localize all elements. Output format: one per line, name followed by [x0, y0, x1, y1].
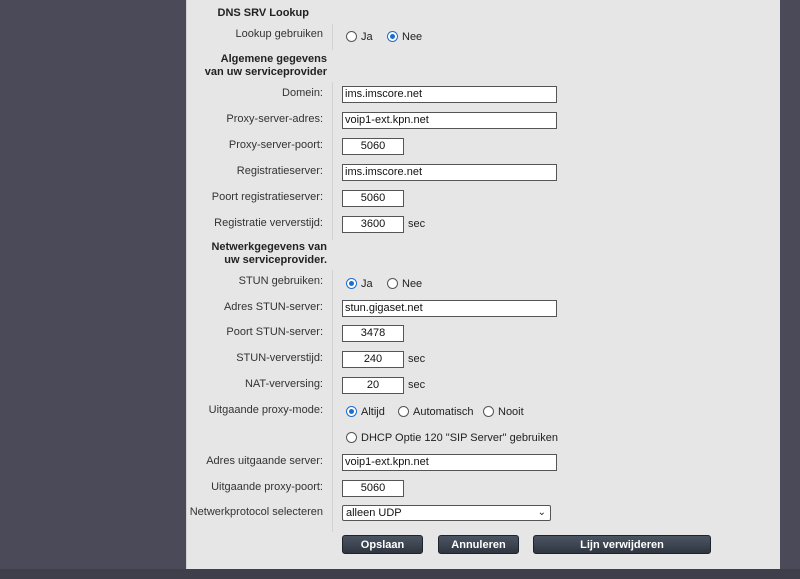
proxy-port-input[interactable]: 5060: [342, 138, 404, 155]
outbound-nooit-label: Nooit: [498, 406, 524, 418]
refresh-unit: sec: [408, 218, 426, 230]
domain-label: Domein:: [282, 87, 323, 99]
stun-ja-label: Ja: [361, 278, 373, 290]
lookup-label: Lookup gebruiken: [235, 28, 323, 40]
protocol-select[interactable]: [342, 505, 551, 521]
domain-input[interactable]: ims.imscore.net: [342, 86, 557, 103]
outbound-automatisch-radio[interactable]: [398, 406, 409, 417]
registrar-port-input[interactable]: 5060: [342, 190, 404, 207]
delete-line-button[interactable]: Lijn verwijderen: [533, 535, 711, 554]
outbound-dhcp-radio[interactable]: [346, 432, 357, 443]
outbound-address-input[interactable]: voip1-ext.kpn.net: [342, 454, 557, 471]
outbound-automatisch-label: Automatisch: [413, 406, 474, 418]
stun-ja-radio[interactable]: [346, 278, 357, 289]
stun-port-label: Poort STUN-server:: [226, 326, 323, 338]
proxy-address-label: Proxy-server-adres:: [226, 113, 323, 125]
outbound-altijd-label: Altijd: [361, 406, 385, 418]
stun-refresh-label: STUN-ververstijd:: [236, 352, 323, 364]
stun-use-label: STUN gebruiken:: [238, 275, 323, 287]
outbound-address-label: Adres uitgaande server:: [206, 455, 323, 467]
nat-label: NAT-verversing:: [244, 378, 323, 390]
settings-panel: [186, 0, 780, 569]
chevron-down-icon: ⌄: [537, 507, 546, 518]
proxy-address-input[interactable]: voip1-ext.kpn.net: [342, 112, 557, 129]
stun-port-input[interactable]: 3478: [342, 325, 404, 342]
lookup-nee-radio[interactable]: [387, 31, 398, 42]
refresh-input[interactable]: 3600: [342, 216, 404, 233]
stun-server-input[interactable]: stun.gigaset.net: [342, 300, 557, 317]
outbound-port-input[interactable]: 5060: [342, 480, 404, 497]
column-divider: [332, 24, 333, 50]
lookup-ja-label: Ja: [361, 31, 373, 43]
nat-unit: sec: [408, 379, 426, 391]
column-divider: [332, 270, 333, 532]
bottom-bar: [0, 569, 800, 579]
registrar-label: Registratieserver:: [236, 165, 323, 177]
save-button[interactable]: Opslaan: [342, 535, 423, 554]
outbound-mode-label: Uitgaande proxy-mode:: [208, 404, 323, 416]
protocol-label: Netwerkprotocol selecteren: [189, 506, 323, 518]
dns-srv-title: DNS SRV Lookup: [217, 7, 309, 19]
stun-nee-radio[interactable]: [387, 278, 398, 289]
protocol-select-value: alleen UDP: [346, 507, 402, 519]
registrar-port-label: Poort registratieserver:: [211, 191, 323, 203]
column-divider: [332, 82, 333, 240]
cancel-button[interactable]: Annuleren: [438, 535, 519, 554]
registrar-input[interactable]: ims.imscore.net: [342, 164, 557, 181]
nat-input[interactable]: 20: [342, 377, 404, 394]
refresh-label: Registratie ververstijd:: [214, 217, 323, 229]
lookup-ja-radio[interactable]: [346, 31, 357, 42]
provider-section-title: Algemene gegevens van uw serviceprovider: [204, 53, 327, 78]
outbound-port-label: Uitgaande proxy-poort:: [211, 481, 323, 493]
lookup-nee-label: Nee: [402, 31, 423, 43]
stun-refresh-input[interactable]: 240: [342, 351, 404, 368]
stun-refresh-unit: sec: [408, 353, 426, 365]
proxy-port-label: Proxy-server-poort:: [228, 139, 323, 151]
outbound-nooit-radio[interactable]: [483, 406, 494, 417]
stun-server-label: Adres STUN-server:: [223, 301, 323, 313]
stun-nee-label: Nee: [402, 278, 423, 290]
outbound-altijd-radio[interactable]: [346, 406, 357, 417]
network-section-title: Netwerkgegevens van uw serviceprovider.: [211, 241, 327, 266]
outbound-dhcp-label: DHCP Optie 120 "SIP Server" gebruiken: [361, 432, 558, 444]
